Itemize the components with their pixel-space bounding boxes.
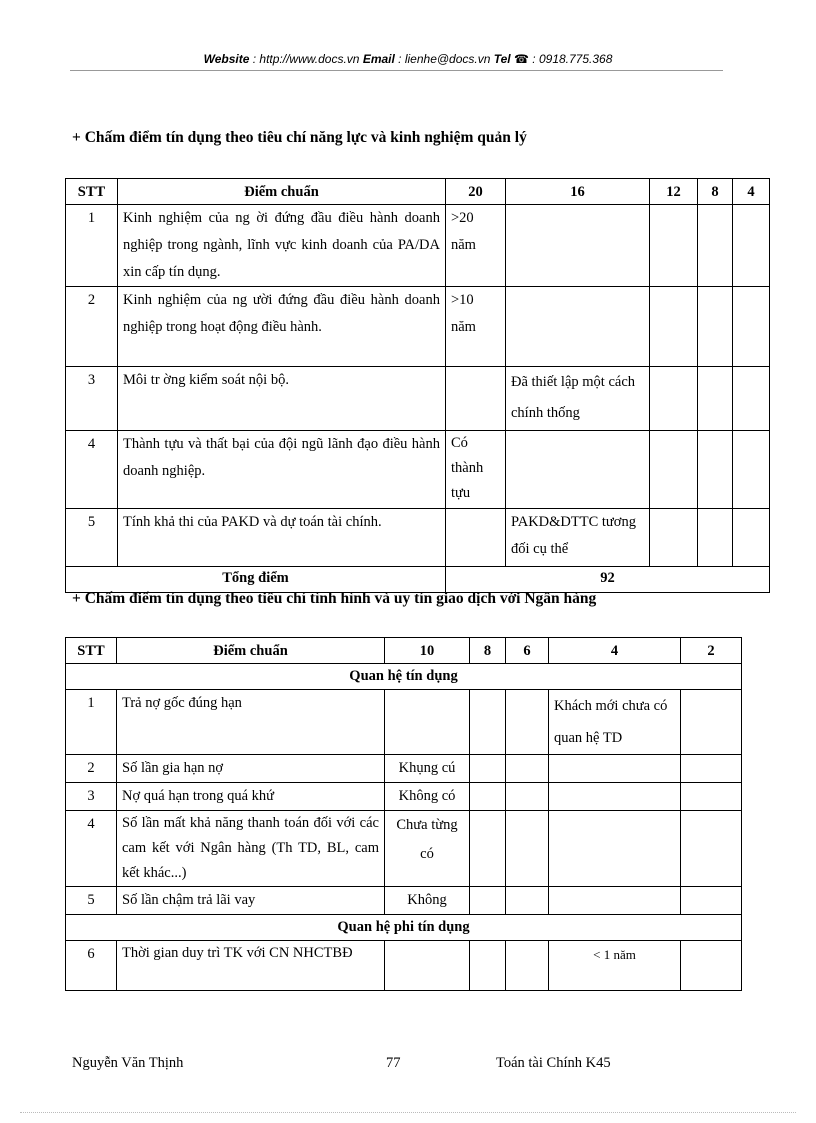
stt-cell: 5 bbox=[66, 509, 118, 567]
total-label: Tổng điểm bbox=[66, 567, 446, 593]
criterion-cell: Số lần mất khả năng thanh toán đối với các cam kết với Ngân hàng (Th TD, BL, cam kết khác...) bbox=[117, 811, 385, 887]
total-row bbox=[66, 567, 770, 593]
stt-cell: 3 bbox=[66, 367, 118, 431]
score-cell bbox=[681, 783, 742, 811]
score-cell bbox=[733, 367, 770, 431]
table-row bbox=[66, 941, 742, 991]
group-row bbox=[66, 664, 742, 690]
criterion-cell: Nợ quá hạn trong quá khứ bbox=[117, 783, 385, 811]
table-row bbox=[66, 783, 742, 811]
col-header: Điểm chuẩn bbox=[118, 179, 446, 205]
score-cell bbox=[549, 811, 681, 887]
stt-cell: 4 bbox=[66, 811, 117, 887]
criterion-cell: Thành tựu và thất bại của đội ngũ lãnh đạo điều hành doanh nghiệp. bbox=[118, 431, 446, 509]
score-cell bbox=[698, 509, 733, 567]
score-cell bbox=[698, 205, 733, 287]
criterion-cell: Kinh nghiệm của ng ười đứng đầu điều hành doanh nghiệp trong hoạt động điều hành. bbox=[118, 287, 446, 367]
score-cell bbox=[470, 755, 506, 783]
score-cell bbox=[733, 205, 770, 287]
section2-title: + Chấm điểm tín dụng theo tiêu chí tình hình và uy tín giao dịch với Ngân hàng bbox=[72, 590, 597, 607]
col-header: 10 bbox=[385, 638, 470, 664]
score-cell bbox=[549, 887, 681, 915]
score-cell bbox=[733, 509, 770, 567]
score-cell bbox=[681, 887, 742, 915]
total-value: 92 bbox=[446, 567, 770, 593]
tel-label: Tel bbox=[493, 52, 511, 66]
table-row bbox=[66, 431, 770, 509]
score-cell bbox=[698, 431, 733, 509]
score-cell bbox=[506, 287, 650, 367]
score-cell bbox=[446, 509, 506, 567]
phone-icon: ☎ bbox=[514, 52, 529, 66]
criterion-cell: Kinh nghiệm của ng ời đứng đầu điều hành doanh nghiệp trong ngành, lĩnh vực kinh doanh của PA/DA xin cấp tín dụng. bbox=[118, 205, 446, 287]
table-row bbox=[66, 287, 770, 367]
table-row bbox=[66, 811, 742, 887]
footer-page-number: 77 bbox=[386, 1055, 401, 1071]
table-row bbox=[66, 367, 770, 431]
score-cell: >10 năm bbox=[446, 287, 506, 367]
page-header bbox=[0, 52, 816, 66]
stt-cell: 1 bbox=[66, 205, 118, 287]
criterion-cell: Trả nợ gốc đúng hạn bbox=[117, 690, 385, 755]
col-header: 8 bbox=[698, 179, 733, 205]
email-label: Email bbox=[362, 52, 395, 66]
criterion-cell: Số lần chậm trả lãi vay bbox=[117, 887, 385, 915]
score-cell bbox=[506, 690, 549, 755]
table-header-row bbox=[66, 179, 770, 205]
score-cell bbox=[650, 367, 698, 431]
score-cell: Có thành tựu bbox=[446, 431, 506, 509]
table-row bbox=[66, 887, 742, 915]
score-cell bbox=[470, 690, 506, 755]
section1-title: + Chấm điểm tín dụng theo tiêu chí năng lực và kinh nghiệm quản lý bbox=[72, 129, 527, 146]
col-header: 6 bbox=[506, 638, 549, 664]
score-cell bbox=[506, 431, 650, 509]
col-header: 12 bbox=[650, 179, 698, 205]
group-row bbox=[66, 915, 742, 941]
criterion-cell: Môi tr ờng kiểm soát nội bộ. bbox=[118, 367, 446, 431]
score-cell bbox=[506, 941, 549, 991]
score-cell: PAKD&DTTC tương đối cụ thể bbox=[506, 509, 650, 567]
score-cell bbox=[385, 690, 470, 755]
bank-relation-score-table bbox=[65, 637, 742, 991]
email-value: : lienhe@docs.vn bbox=[398, 52, 491, 66]
score-cell: >20 năm bbox=[446, 205, 506, 287]
score-cell bbox=[650, 205, 698, 287]
table-header-row bbox=[66, 638, 742, 664]
website-label: Website bbox=[203, 52, 250, 66]
col-header: Điểm chuẩn bbox=[117, 638, 385, 664]
score-cell bbox=[733, 431, 770, 509]
col-header: 16 bbox=[506, 179, 650, 205]
col-header: 20 bbox=[446, 179, 506, 205]
score-cell bbox=[681, 755, 742, 783]
score-cell bbox=[506, 783, 549, 811]
score-cell bbox=[549, 783, 681, 811]
header-divider bbox=[70, 70, 723, 71]
col-header: 2 bbox=[681, 638, 742, 664]
score-cell: Đã thiết lập một cách chính thống bbox=[506, 367, 650, 431]
score-cell: Khách mới chưa có quan hệ TD bbox=[549, 690, 681, 755]
stt-cell: 5 bbox=[66, 887, 117, 915]
score-cell: < 1 năm bbox=[549, 941, 681, 991]
score-cell bbox=[650, 287, 698, 367]
score-cell bbox=[681, 941, 742, 991]
score-cell: Chưa từng có bbox=[385, 811, 470, 887]
score-cell bbox=[650, 431, 698, 509]
col-header: 8 bbox=[470, 638, 506, 664]
score-cell: Không bbox=[385, 887, 470, 915]
score-cell bbox=[698, 287, 733, 367]
col-header: 4 bbox=[549, 638, 681, 664]
score-cell bbox=[506, 205, 650, 287]
col-header: STT bbox=[66, 638, 117, 664]
score-cell bbox=[549, 755, 681, 783]
score-cell bbox=[470, 783, 506, 811]
score-cell bbox=[385, 941, 470, 991]
score-cell bbox=[470, 887, 506, 915]
stt-cell: 1 bbox=[66, 690, 117, 755]
score-cell bbox=[506, 887, 549, 915]
score-cell: Không có bbox=[385, 783, 470, 811]
score-cell bbox=[650, 509, 698, 567]
score-cell bbox=[446, 367, 506, 431]
criterion-cell: Số lần gia hạn nợ bbox=[117, 755, 385, 783]
score-cell bbox=[681, 690, 742, 755]
stt-cell: 4 bbox=[66, 431, 118, 509]
website-value: : http://www.docs.vn bbox=[252, 52, 360, 66]
stt-cell: 6 bbox=[66, 941, 117, 991]
score-cell bbox=[506, 811, 549, 887]
table-row bbox=[66, 755, 742, 783]
score-cell bbox=[470, 941, 506, 991]
table-row bbox=[66, 205, 770, 287]
management-score-table bbox=[65, 178, 770, 593]
group-label-credit: Quan hệ tín dụng bbox=[66, 664, 742, 690]
stt-cell: 3 bbox=[66, 783, 117, 811]
table-row bbox=[66, 509, 770, 567]
score-cell: Khụng cú bbox=[385, 755, 470, 783]
score-cell bbox=[506, 755, 549, 783]
col-header: 4 bbox=[733, 179, 770, 205]
criterion-cell: Thời gian duy trì TK với CN NHCTBĐ bbox=[117, 941, 385, 991]
score-cell bbox=[681, 811, 742, 887]
score-cell bbox=[470, 811, 506, 887]
footer-author: Nguyễn Văn Thịnh bbox=[72, 1055, 184, 1071]
footer-course: Toán tài Chính K45 bbox=[496, 1055, 611, 1071]
tel-value: : 0918.775.368 bbox=[532, 52, 613, 66]
table-row bbox=[66, 690, 742, 755]
stt-cell: 2 bbox=[66, 755, 117, 783]
group-label-non-credit: Quan hệ phi tín dụng bbox=[66, 915, 742, 941]
score-cell bbox=[698, 367, 733, 431]
stt-cell: 2 bbox=[66, 287, 118, 367]
col-header: STT bbox=[66, 179, 118, 205]
bottom-dotted-rule bbox=[20, 1112, 796, 1113]
criterion-cell: Tính khả thi của PAKD và dự toán tài chính. bbox=[118, 509, 446, 567]
score-cell bbox=[733, 287, 770, 367]
